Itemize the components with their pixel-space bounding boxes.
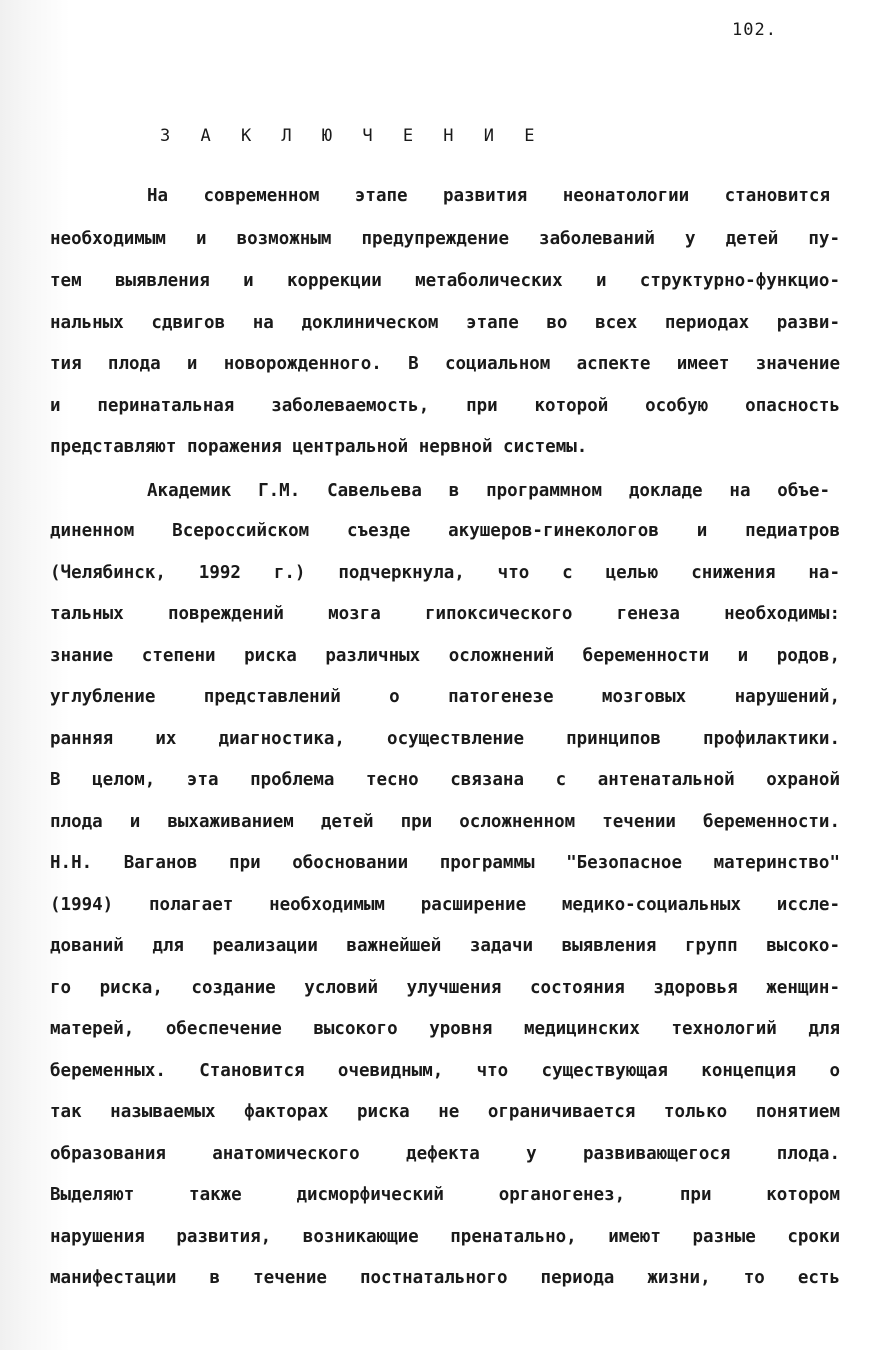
text-line: На современном этапе развития неонатологии становится (147, 186, 830, 206)
text-line: диненном Всероссийском съезде акушеров-гинекологов и педиатров (50, 521, 840, 541)
text-line: го риска, создание условий улучшения состояния здоровья женщин- (50, 978, 840, 998)
text-line: тальных повреждений мозга гипоксического генеза необходимы: (50, 604, 840, 624)
text-line: образования анатомического дефекта у развивающегося плода. (50, 1144, 840, 1164)
text-line: матерей, обеспечение высокого уровня медицинских технологий для (50, 1019, 840, 1039)
text-line: и перинатальная заболеваемость, при которой особую опасность (50, 396, 840, 416)
text-line: Академик Г.М. Савельева в программном докладе на объе- (147, 481, 830, 501)
text-line: беременных. Становится очевидным, что существующая концепция о (50, 1061, 840, 1081)
text-line: Н.Н. Ваганов при обосновании программы "Безопасное материнство" (50, 853, 840, 873)
text-line: необходимым и возможным предупреждение заболеваний у детей пу- (50, 229, 840, 249)
text-line: представляют поражения центральной нервной системы. (50, 437, 588, 457)
text-line: нарушения развития, возникающие пренатально, имеют разные сроки (50, 1227, 840, 1247)
text-line: углубление представлений о патогенезе мозговых нарушений, (50, 687, 840, 707)
text-line: В целом, эта проблема тесно связана с антенатальной охраной (50, 770, 840, 790)
text-line: знание степени риска различных осложнений беременности и родов, (50, 646, 840, 666)
text-line: плода и выхаживанием детей при осложненном течении беременности. (50, 812, 840, 832)
text-line: Выделяют также дисморфический органогенез, при котором (50, 1185, 840, 1205)
text-line: дований для реализации важнейшей задачи выявления групп высоко- (50, 936, 840, 956)
text-line: (Челябинск, 1992 г.) подчеркнула, что с целью снижения на- (50, 563, 840, 583)
text-line: ранняя их диагностика, осуществление принципов профилактики. (50, 729, 840, 749)
page-number: 102. (732, 20, 777, 40)
text-line: тем выявления и коррекции метаболических и структурно-функцио- (50, 271, 840, 291)
section-heading: З А К Л Ю Ч Е Н И Е (160, 126, 545, 146)
text-line: так называемых факторах риска не ограничивается только понятием (50, 1102, 840, 1122)
text-line: нальных сдвигов на доклиническом этапе во всех периодах разви- (50, 313, 840, 333)
text-line: манифестации в течение постнатального периода жизни, то есть (50, 1268, 840, 1288)
text-line: тия плода и новорожденного. В социальном аспекте имеет значение (50, 354, 840, 374)
text-line: (1994) полагает необходимым расширение медико-социальных иссле- (50, 895, 840, 915)
